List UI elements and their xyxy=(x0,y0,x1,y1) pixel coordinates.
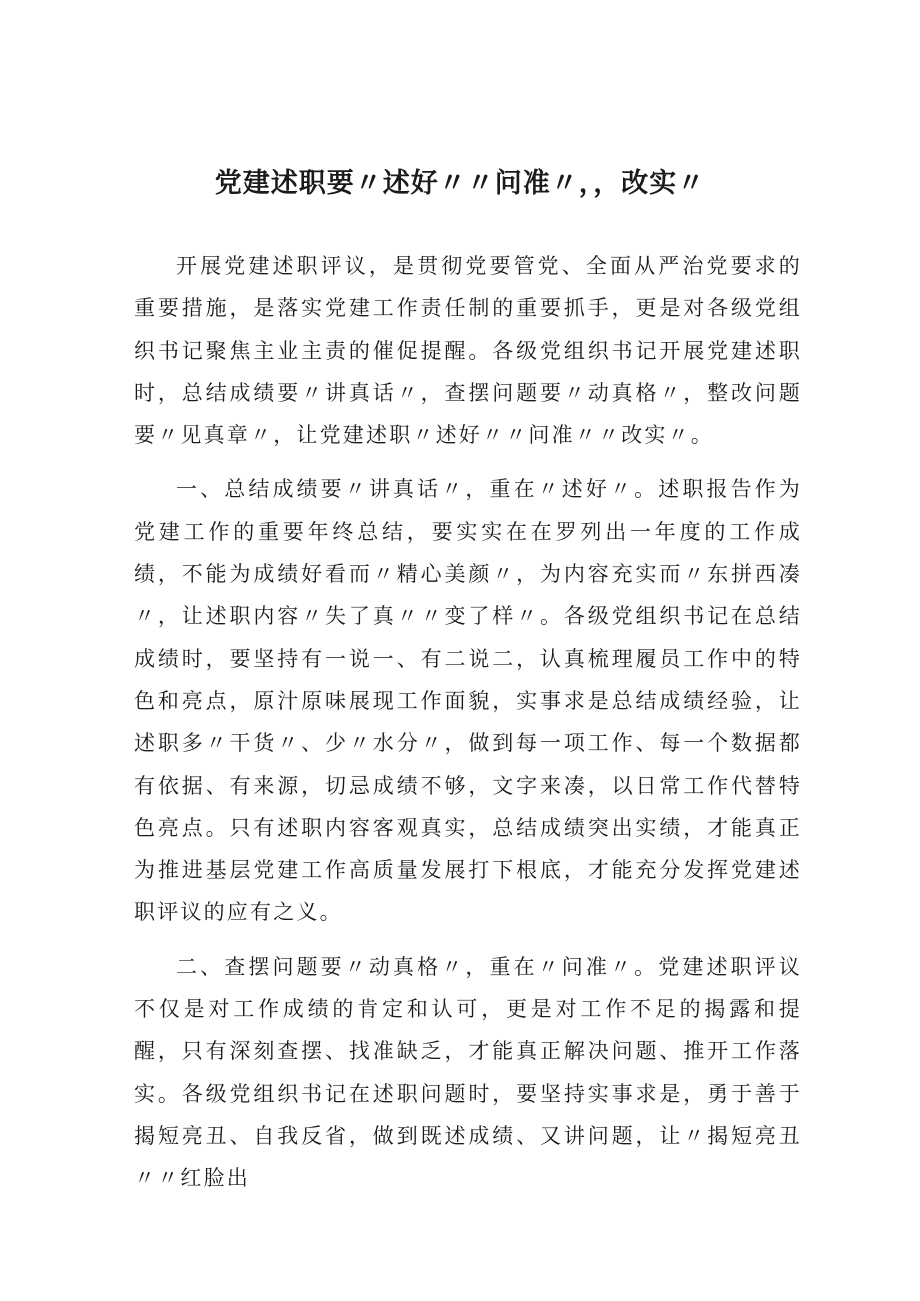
document-title: 党建述职要〃述好〃〃问准〃，，改实〃 xyxy=(214,168,706,199)
paragraph-intro: 开展党建述职评议，是贯彻党要管党、全面从严治党要求的重要措施，是落实党建工作责任制的重要抓手，更是对各级党组织书记聚焦主业主责的催促提醒。各级党组织书记开展党建述职时，总结成绩要〃讲真话〃，查摆问题要〃动真格〃，整改问题要〃见真章〃，让党建述职〃述好〃〃问准〃〃改实〃。 xyxy=(134,254,802,448)
paragraph-section-two: 二、查摆问题要〃动真格〃，重在〃问准〃。党建述职评议不仅是对工作成绩的肯定和认可，更是对工作不足的揭露和提醒，只有深刻查摆、找准缺乏，才能真正解决问题、推开工作落实。各级党组织书记在述职问题时，要坚持实事求是，勇于善于揭短亮丑、自我反省，做到既述成绩、又讲问题，让〃揭短亮丑〃〃红脸出 xyxy=(134,954,802,1191)
paragraph-section-one: 一、总结成绩要〃讲真话〃，重在〃述好〃。述职报告作为党建工作的重要年终总结，要实实在在罗列出一年度的工作成绩，不能为成绩好看而〃精心美颜〃，为内容充实而〃东拼西凑〃，让述职内容〃失了真〃〃变了样〃。各级党组织书记在总结成绩时，要坚持有一说一、有二说二，认真梳理履员工作中的特色和亮点，原汁原味展现工作面貌，实事求是总结成绩经验，让述职多〃干货〃、少〃水分〃，做到每一项工作、每一个数据都有依据、有来源，切忌成绩不够，文字来凑，以日常工作代替特色亮点。只有述职内容客观真实，总结成绩突出实绩，才能真正为推进基层党建工作高质量发展打下根底，才能充分发挥党建述职评议的应有之义。 xyxy=(134,477,802,925)
document-body xyxy=(134,245,802,1200)
